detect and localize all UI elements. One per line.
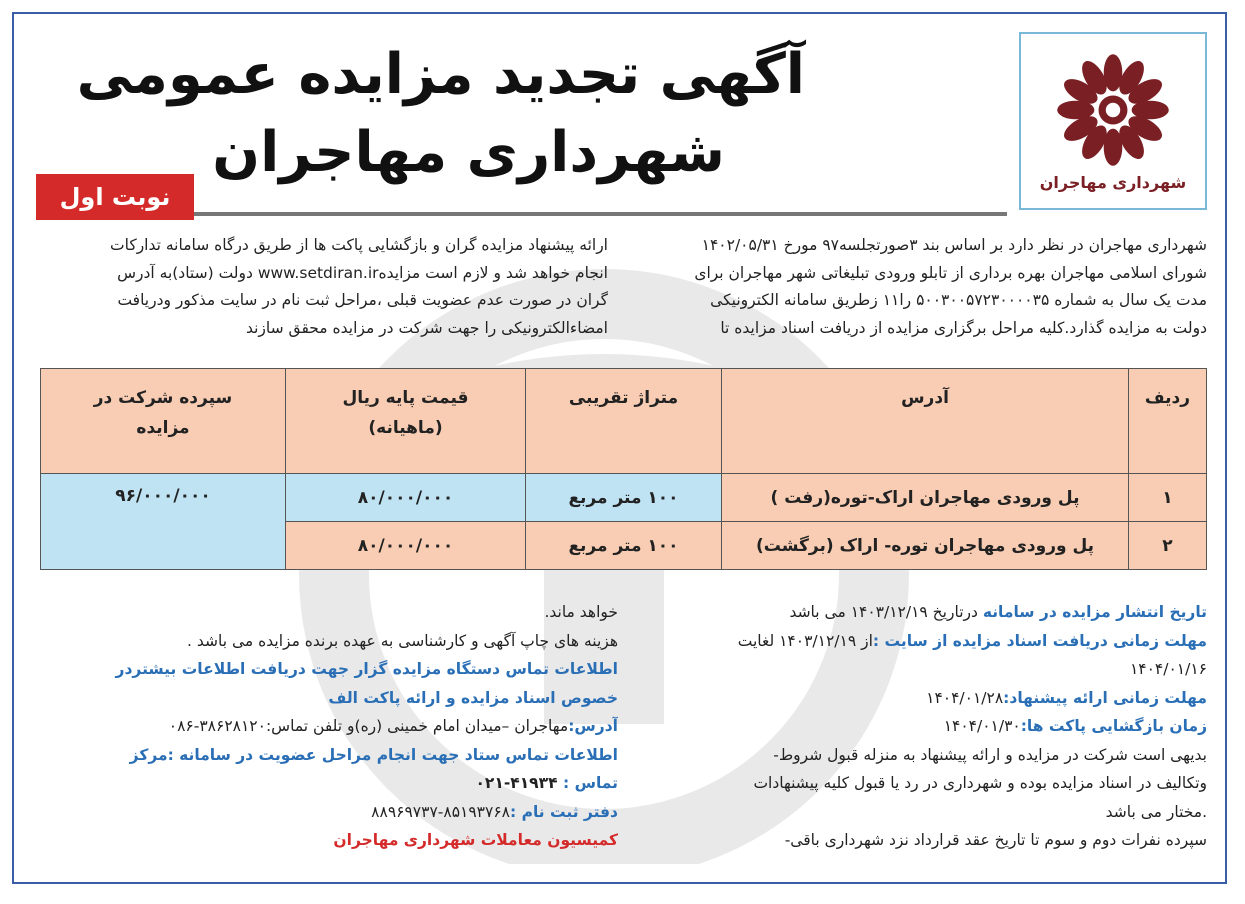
intro-left-line: انجام خواهد شد و لازم است مزایدهwww.setdiran.ir دولت (ستاد)به آدرس xyxy=(117,263,608,282)
header-deposit-line2: مزایده xyxy=(136,418,190,438)
remain-text: خواهد ماند. xyxy=(544,603,618,621)
header-price-line2: (ماهیانه) xyxy=(368,418,443,438)
title-line-2: شهرداری مهاجران xyxy=(212,120,725,185)
intro-right-line: شورای اسلامی مهاجران بهره برداری از تابلو ورودی تبلیغاتی شهر مهاجران برای xyxy=(694,263,1207,282)
intro-left-line: امضاءالکترونیکی را جهت شرکت در مزایده محقق سازند xyxy=(245,318,608,337)
title-line-1: آگهی تجدید مزایده عمومی xyxy=(76,42,805,107)
terms-line: وتکالیف در اسناد مزایده بوده و شهرداری در رد یا قبول کلیه پیشنهادات xyxy=(753,774,1207,792)
commission-signature: کمیسیون معاملات شهرداری مهاجران xyxy=(333,831,618,849)
setad-heading: اطلاعات تماس ستاد جهت انجام مراحل عضویت در سامانه :مرکز xyxy=(129,745,618,764)
opening-value: ۱۴۰۴/۰۱/۳۰ xyxy=(943,717,1021,735)
row-deposit: ۹۶/۰۰۰/۰۰۰ xyxy=(41,474,286,570)
intro-right-line: شهرداری مهاجران در نظر دارد بر اساس بند ۳صورتجلسه۹۷ مورخ ۱۴۰۲/۰۵/۳۱ xyxy=(701,236,1207,254)
logo-caption: شهرداری مهاجران xyxy=(1039,173,1187,192)
row-price: ۸۰/۰۰۰/۰۰۰ xyxy=(286,474,526,522)
terms-line: .مختار می باشد xyxy=(1105,802,1207,821)
flower-emblem-icon xyxy=(1051,48,1175,172)
opening-label: زمان بازگشایی پاکت ها: xyxy=(1020,717,1207,735)
row-area: ۱۰۰ متر مربع xyxy=(526,474,722,522)
header-area: متراژ تقریبی xyxy=(526,369,722,474)
offer-value: ۱۴۰۴/۰۱/۲۸ xyxy=(926,688,1004,707)
publish-value: درتاریخ ۱۴۰۳/۱۲/۱۹ می باشد xyxy=(789,603,983,621)
setad-contact-label: تماس : xyxy=(557,774,618,792)
row-address: پل ورودی مهاجران اراک-توره(رفت ) xyxy=(722,474,1129,522)
details-right xyxy=(625,598,1207,855)
header-price xyxy=(286,369,526,474)
contact-heading: اطلاعات تماس دستگاه مزایده گزار جهت دریافت اطلاعات بیشتردر xyxy=(115,660,618,678)
header-address: آدرس xyxy=(722,369,1129,474)
header-deposit xyxy=(41,369,286,474)
row-number: ۱ xyxy=(1129,474,1207,522)
download-label: مهلت زمانی دریافت اسناد مزایده از سایت : xyxy=(872,631,1207,650)
row-area: ۱۰۰ متر مربع xyxy=(526,522,722,570)
details-left xyxy=(40,598,618,855)
cost-note: هزینه های چاپ آگهی و کارشناسی به عهده برنده مزایده می باشد . xyxy=(187,631,618,650)
registry-line xyxy=(40,798,618,827)
download-period xyxy=(625,627,1207,656)
row-address: پل ورودی مهاجران توره- اراک (برگشت) xyxy=(722,522,1129,570)
download-end: ۱۴۰۴/۰۱/۱۶ xyxy=(1129,660,1207,678)
row-number: ۲ xyxy=(1129,522,1207,570)
terms-line: بدیهی است شرکت در مزایده و ارائه پیشنهاد به منزله قبول شروط- xyxy=(773,745,1207,764)
deposit-note: سپرده نفرات دوم و سوم تا تاریخ عقد قرارداد نزد شهرداری باقی- xyxy=(784,831,1207,849)
registry-value: ۸۵۱۹۳۷۶۸-۸۸۹۶۹۷۳۷ xyxy=(371,802,510,821)
header-deposit-line1: سپرده شرکت در xyxy=(93,388,233,408)
header-row-number: ردیف xyxy=(1129,369,1207,474)
download-value: از ۱۴۰۳/۱۲/۱۹ لغایت xyxy=(737,631,873,650)
opening-date xyxy=(625,712,1207,741)
title-divider xyxy=(194,212,1007,216)
round-badge: نوبت اول xyxy=(36,174,194,220)
address-value: مهاجران –میدان امام خمینی (ره)و تلفن تماس:۳۸۶۲۸۱۲۰-۰۸۶ xyxy=(168,717,569,735)
table-row xyxy=(41,474,1207,522)
address-label: آدرس: xyxy=(568,717,618,735)
auction-table xyxy=(40,368,1207,570)
address-line xyxy=(40,712,618,741)
intro-left-line: گران در صورت عدم عضویت قبلی ،مراحل ثبت نام در سایت مذکور ودریافت xyxy=(117,291,608,309)
intro-paragraph-left xyxy=(38,232,608,342)
intro-right-line: مدت یک سال به شماره ۵۰۰۳۰۰۵۷۲۳۰۰۰۰۳۵ را۱۱ زطریق سامانه الکترونیکی xyxy=(710,291,1207,309)
intro-right-line: دولت به مزایده گذارد.کلیه مراحل برگزاری مزایده از دریافت اسناد مزایده تا xyxy=(720,318,1207,337)
offer-label: مهلت زمانی ارائه پیشنهاد: xyxy=(1003,688,1207,707)
contact-heading: خصوص اسناد مزایده و ارائه پاکت الف xyxy=(328,688,618,707)
offer-deadline xyxy=(625,684,1207,713)
row-price: ۸۰/۰۰۰/۰۰۰ xyxy=(286,522,526,570)
registry-label: دفتر ثبت نام : xyxy=(509,802,618,821)
intro-left-line: ارائه پیشنهاد مزایده گران و بازگشایی پاکت ها از طریق درگاه سامانه تدارکات xyxy=(110,236,608,254)
setad-contact xyxy=(40,769,618,798)
publish-date xyxy=(625,598,1207,627)
notice-frame xyxy=(12,12,1227,884)
intro-paragraph-right xyxy=(637,232,1207,342)
municipality-logo xyxy=(1019,32,1207,210)
table-header-row xyxy=(41,369,1207,474)
setad-contact-value: ۴۱۹۳۴-۰۲۱ xyxy=(475,774,558,792)
header-price-line1: قیمت پایه ریال xyxy=(342,388,469,408)
publish-label: تاریخ انتشار مزایده در سامانه xyxy=(982,603,1207,621)
